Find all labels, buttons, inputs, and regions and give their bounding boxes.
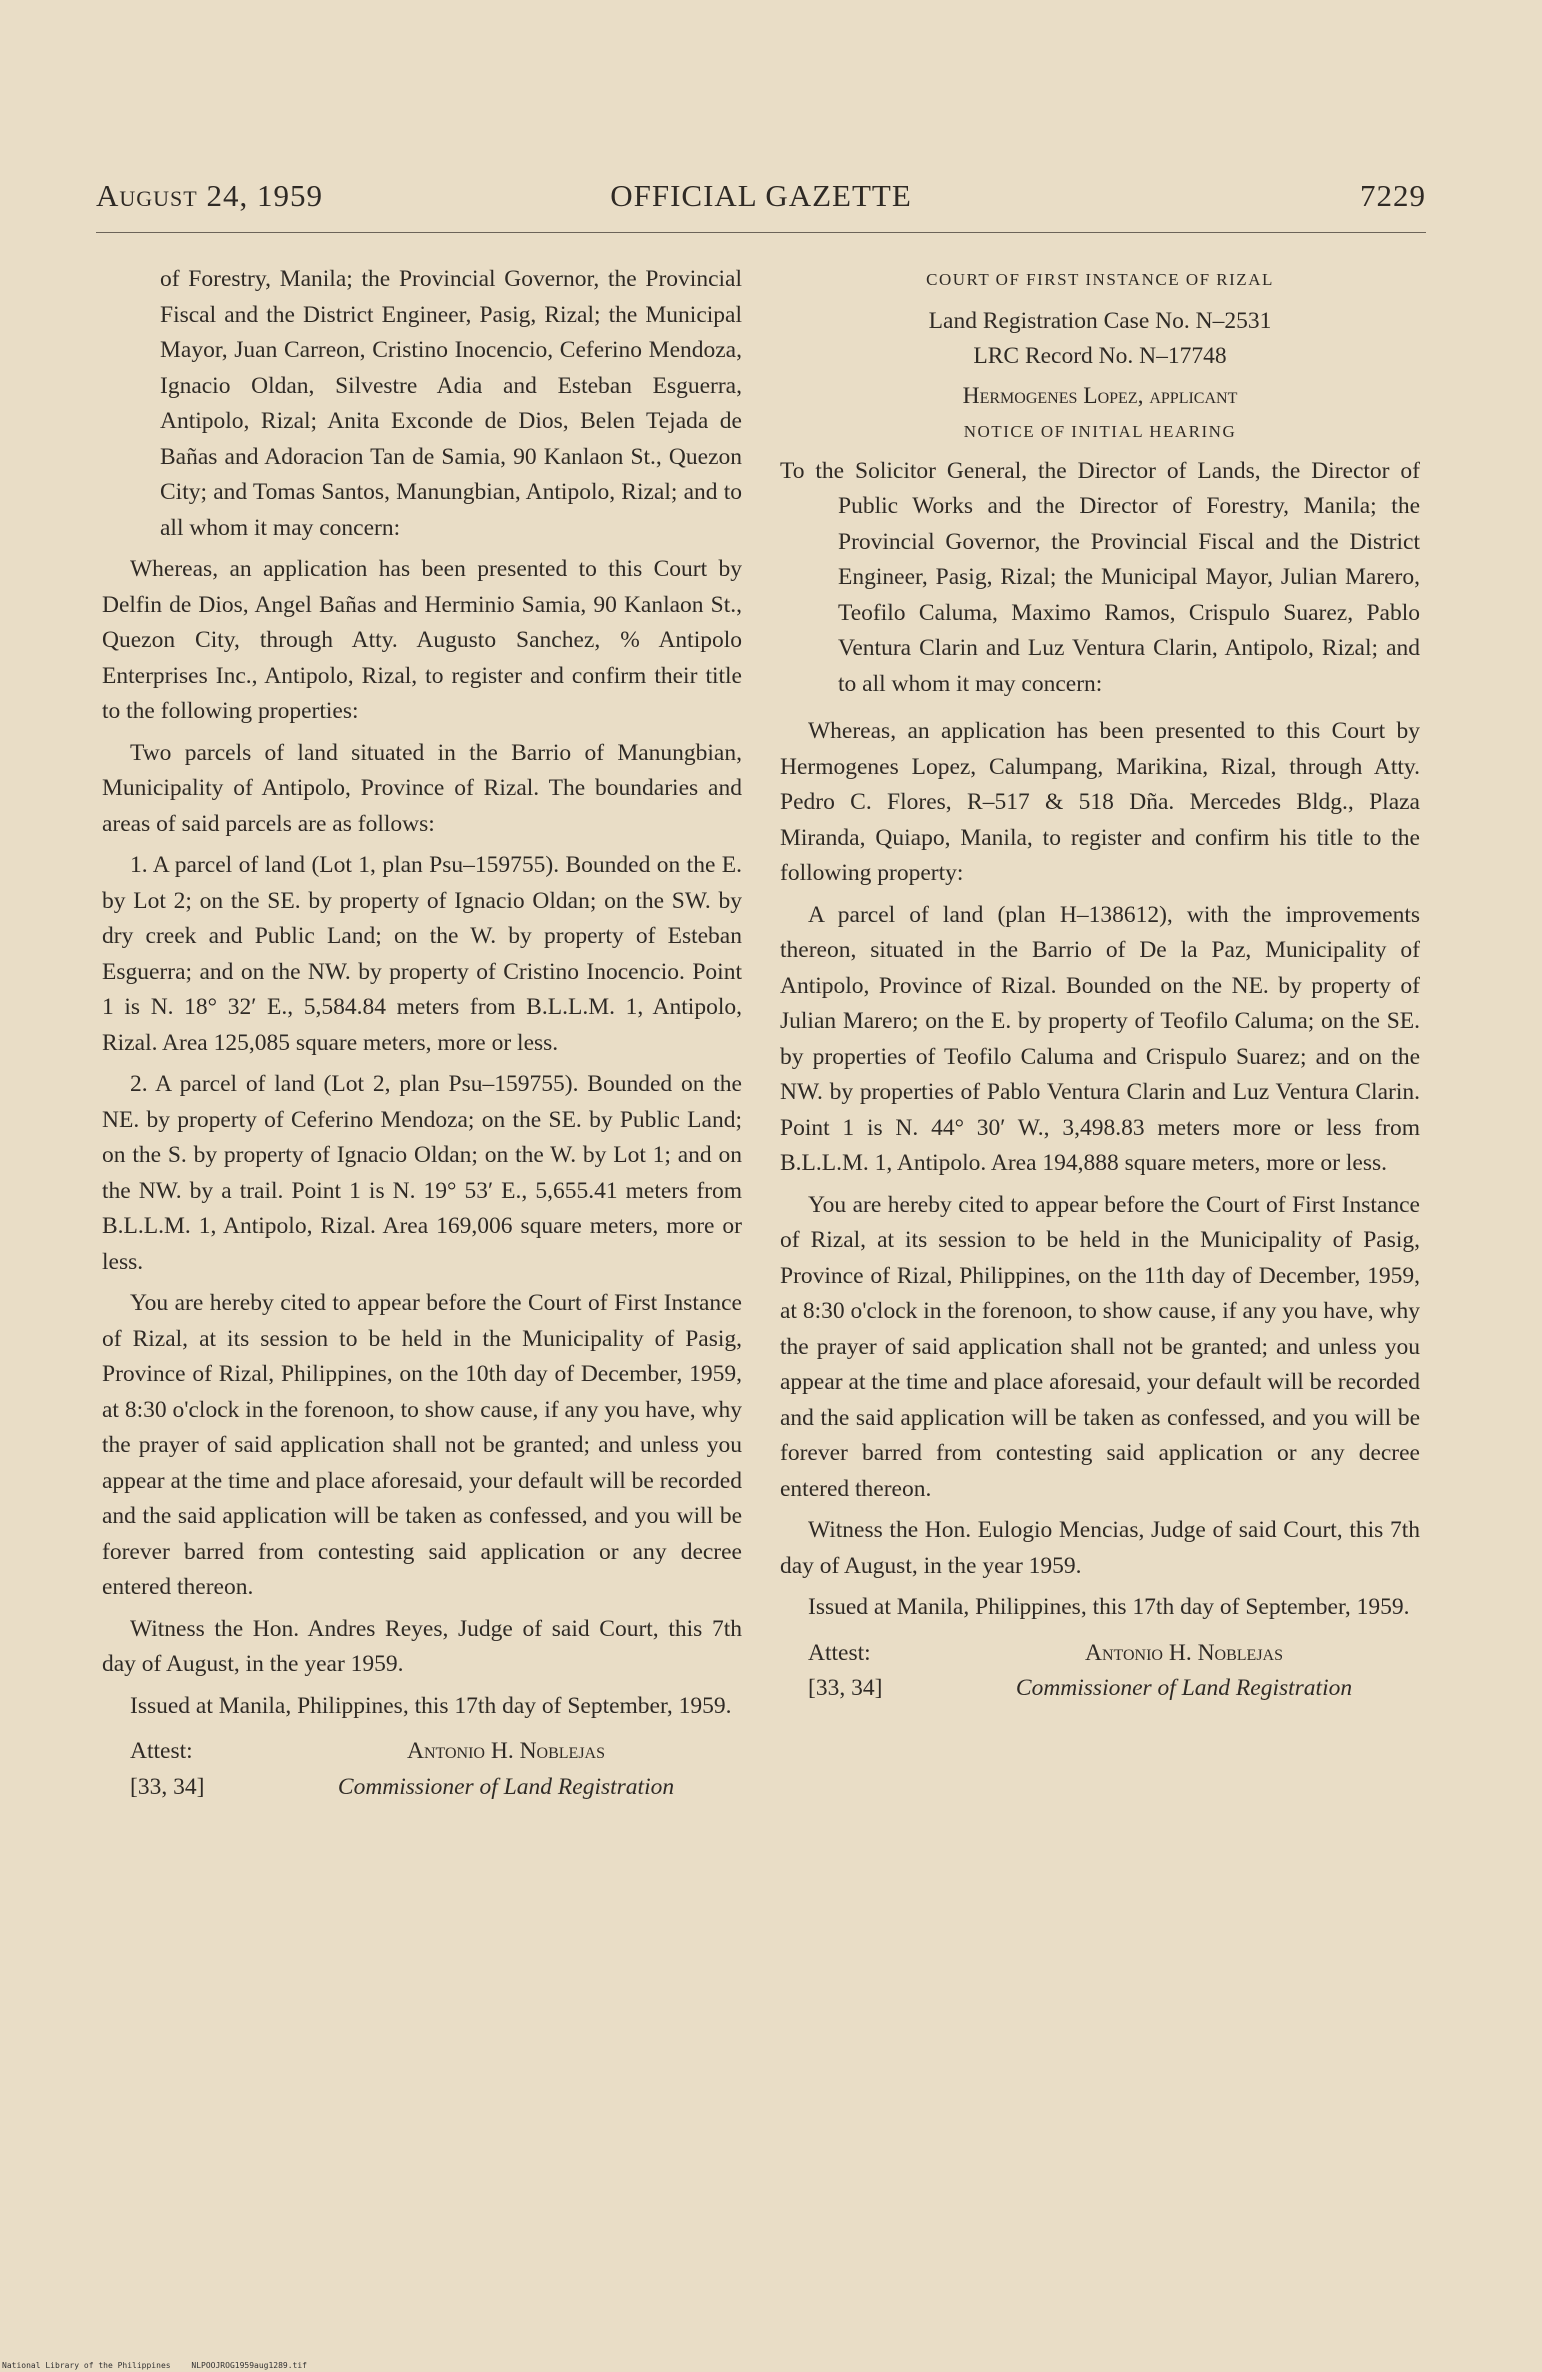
page-number: 7229 — [1360, 178, 1426, 213]
right-signatory: Antonio H. Noblejas — [1084, 1639, 1284, 1666]
left-witness: Witness the Hon. Andres Reyes, Judge of said Court, this 7th day of August, in the year 1959. — [102, 1615, 742, 1677]
right-column — [780, 262, 1420, 1707]
applicant-line: Hermogenes Lopez, applicant — [962, 382, 1238, 409]
left-parcels-intro: Two parcels of land situated in the Barrio of Manungbian, Municipality of Antipolo, Province of Rizal. The boundaries and areas of said parcels are as follows: — [102, 739, 742, 837]
right-parcel: A parcel of land (plan H–138612), with the improvements thereon, situated in the Barrio of De la Paz, Municipality of Antipolo, Province of Rizal. Bounded on the NE. by property of Julian Marero; on the E. by property of Teofilo Caluma; on the SE. by properties of Teofilo Caluma and Crispulo Suarez; and on the NW. by properties of Pablo Ventura Clarin and Luz Ventura Clarin. Point 1 is N. 44° 30′ W., 3,498.83 meters more or less from B.L.L.M. 1, Antipolo. Area 194,888 square meters, more or less. — [780, 901, 1420, 1176]
right-issued: Issued at Manila, Philippines, this 17th day of September, 1959. — [808, 1594, 1410, 1620]
left-signatory: Antonio H. Noblejas — [406, 1738, 606, 1764]
page-header — [96, 178, 1426, 218]
notice-heading: NOTICE OF INITIAL HEARING — [963, 422, 1237, 441]
issue-date: August 24, 1959 — [96, 178, 323, 213]
left-ref: [33, 34] — [130, 1773, 205, 1800]
left-signatory-title: Commissioner of Land Registration — [337, 1773, 675, 1800]
left-issued: Issued at Manila, Philippines, this 17th day of September, 1959. — [130, 1692, 732, 1719]
right-signatory-title: Commissioner of Land Registration — [1015, 1675, 1353, 1701]
right-addressee: To the Solicitor General, the Director of Lands, the Director of Public Works and the Director of Forestry, Manila; the Provincial Governor, the Provincial Fiscal and the District Engineer, Pasig, Rizal; the Municipal Mayor, Julian Marero, Teofilo Caluma, Maximo Ramos, Crispulo Suarez, Pablo Ventura Clarin and Luz Ventura Clarin, Antipolo, Rizal; and to all whom it may concern: — [780, 457, 1420, 697]
header-rule — [96, 232, 1426, 233]
record-number: LRC Record No. N–17748 — [973, 343, 1227, 369]
publication-title: OFFICIAL GAZETTE — [610, 178, 912, 213]
right-whereas: Whereas, an application has been presented to this Court by Hermogenes Lopez, Calumpang, Marikina, Rizal, through Atty. Pedro C. Flores, R–517 & 518 Dña. Mercedes Bldg., Plaza Miranda, Quiapo, Manila, to register and confirm his title to the following property: — [780, 718, 1420, 886]
left-parcel-2: 2. A parcel of land (Lot 2, plan Psu–159755). Bounded on the NE. by property of Ceferino Mendoza; on the SE. by Public Land; on the S. by property of Ignacio Oldan; on the W. by Lot 1; and on the NW. by a trail. Point 1 is N. 19° 53′ E., 5,655.41 meters from B.L.L.M. 1, Antipolo, Rizal. Area 169,006 square meters, more or less. — [102, 1071, 742, 1275]
left-addressee: of Forestry, Manila; the Provincial Governor, the Provincial Fiscal and the District Engineer, Pasig, Rizal; the Municipal Mayor, Juan Carreon, Cristino Inocencio, Ceferino Mendoza, Ignacio Oldan, Silvestre Adia and Esteban Esguerra, Antipolo, Rizal; Anita Exconde de Dios, Belen Tejada de Bañas and Adoracion Tan de Samia, 90 Kanlaon St., Quezon City; and Tomas Santos, Manungbian, Antipolo, Rizal; and to all whom it may concern: — [160, 266, 742, 541]
right-signature-block — [780, 1636, 1420, 1707]
left-parcel-1: 1. A parcel of land (Lot 1, plan Psu–159755). Bounded on the E. by Lot 2; on the SE. by property of Ignacio Oldan; on the SW. by dry creek and Public Land; on the W. by property of Esteban Esguerra; and on the NW. by property of Cristino Inocencio. Point 1 is N. 18° 32′ E., 5,584.84 meters from B.L.L.M. 1, Antipolo, Rizal. Area 125,085 square meters, more or less. — [102, 852, 742, 1056]
right-attest: Attest: — [808, 1639, 871, 1666]
left-signature-block — [102, 1734, 742, 1805]
right-ref: [33, 34] — [808, 1675, 883, 1701]
left-attest: Attest: — [130, 1738, 193, 1764]
left-cited: You are hereby cited to appear before the Court of First Instance of Rizal, at its session to be held in the Municipality of Pasig, Province of Rizal, Philippines, on the 10th day of December, 1959, at 8:30 o'clock in the forenoon, to show cause, if any you have, why the prayer of said application shall not be granted; and unless you appear at the time and place aforesaid, your default will be recorded and the said application will be taken as confessed, and you will be forever barred from contesting said application or any decree entered thereon. — [102, 1290, 742, 1600]
library-credit: National Library of the Philippines — [2, 2361, 171, 2370]
case-number: Land Registration Case No. N–2531 — [928, 307, 1272, 334]
left-whereas: Whereas, an application has been presented to this Court by Delfin de Dios, Angel Bañas and Herminio Samia, 90 Kanlaon St., Quezon City, through Atty. Augusto Sanchez, % Antipolo Enterprises Inc., Antipolo, Rizal, to register and confirm their title to the following properties: — [102, 556, 742, 724]
scan-filename: NLPOOJROG1959aug1289.tif — [191, 2361, 307, 2370]
left-column — [102, 262, 742, 1805]
court-heading: COURT OF FIRST INSTANCE OF RIZAL — [926, 270, 1274, 289]
scan-footer — [2, 2361, 323, 2370]
right-cited: You are hereby cited to appear before the Court of First Instance of Rizal, at its session to be held in the Municipality of Pasig, Province of Rizal, Philippines, on the 11th day of December, 1959, at 8:30 o'clock in the forenoon, to show cause, if any you have, why the prayer of said application shall not be granted; and unless you appear at the time and place aforesaid, your default will be recorded and the said application will be taken as confessed, and you will be forever barred from contesting said application or any decree entered thereon. — [780, 1191, 1420, 1502]
right-witness: Witness the Hon. Eulogio Mencias, Judge of said Court, this 7th day of August, in the year 1959. — [780, 1517, 1420, 1579]
